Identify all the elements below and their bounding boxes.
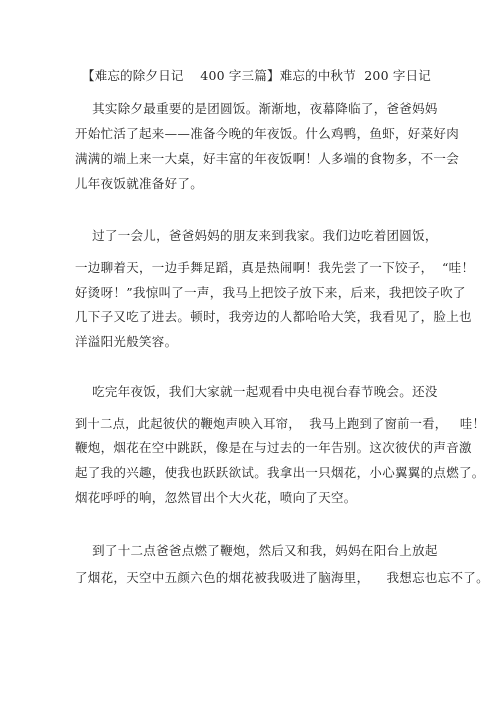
paragraph-line: 鞭炮，烟花在空中跳跃，像是在与过去的一年告别。这次彼伏的声音激 <box>75 440 472 455</box>
paragraph-line: 好烫呀！”我惊叫了一声，我马上把饺子放下来，后来，我把饺子吹了 <box>75 285 466 300</box>
document-title: 【难忘的除夕日记 400 字三篇】难忘的中秋节 200 字日记 <box>82 68 432 83</box>
paragraph-line: 了烟花，天空中五颜六色的烟花被我吸进了脑海里， 我想忘也忘不了。 <box>75 570 489 585</box>
paragraph-line: 烟花呼呼的响，忽然冒出个大火花，喷向了天空。 <box>75 490 357 505</box>
paragraph-line: 吃完年夜饭，我们大家就一起观看中央电视台春节晚会。还没 <box>75 384 438 399</box>
paragraph-line: 到了十二点爸爸点燃了鞭炮，然后又和我，妈妈在阳台上放起 <box>75 543 438 558</box>
paragraph-line: 其实除夕最重要的是团圆饭。渐渐地，夜幕降临了，爸爸妈妈 <box>75 101 438 116</box>
paragraph-line: 洋溢阳光般笑容。 <box>75 334 178 349</box>
paragraph-line: 开始忙活了起来——准备今晚的年夜饭。什么鸡鸭，鱼虾，好菜好肉 <box>75 126 460 141</box>
paragraph-line: 满满的端上来一大桌，好丰富的年夜饭啊！人多端的食物多，不一会 <box>75 151 460 166</box>
paragraph-line: 几下子又吃了进去。顿时，我旁边的人都哈哈大笑，我看见了，脸上也 <box>75 309 472 324</box>
paragraph-line: 儿年夜饭就准备好了。 <box>75 176 204 191</box>
paragraph-line: 过了一会儿，爸爸妈妈的朋友来到我家。我们边吃着团圆饭， <box>75 228 438 243</box>
paragraph-line: 起了我的兴趣，使我也跃跃欲试。我拿出一只烟花，小心翼翼的点燃了。 <box>75 465 485 480</box>
paragraph-line: 到十二点，此起彼伏的鞭炮声映入耳帘， 我马上跑到了窗前一看， 哇！ <box>75 417 486 431</box>
paragraph-line: 一边聊着天，一边手舞足蹈，真是热闹啊！我先尝了一下饺子， “哇！ <box>75 260 475 275</box>
